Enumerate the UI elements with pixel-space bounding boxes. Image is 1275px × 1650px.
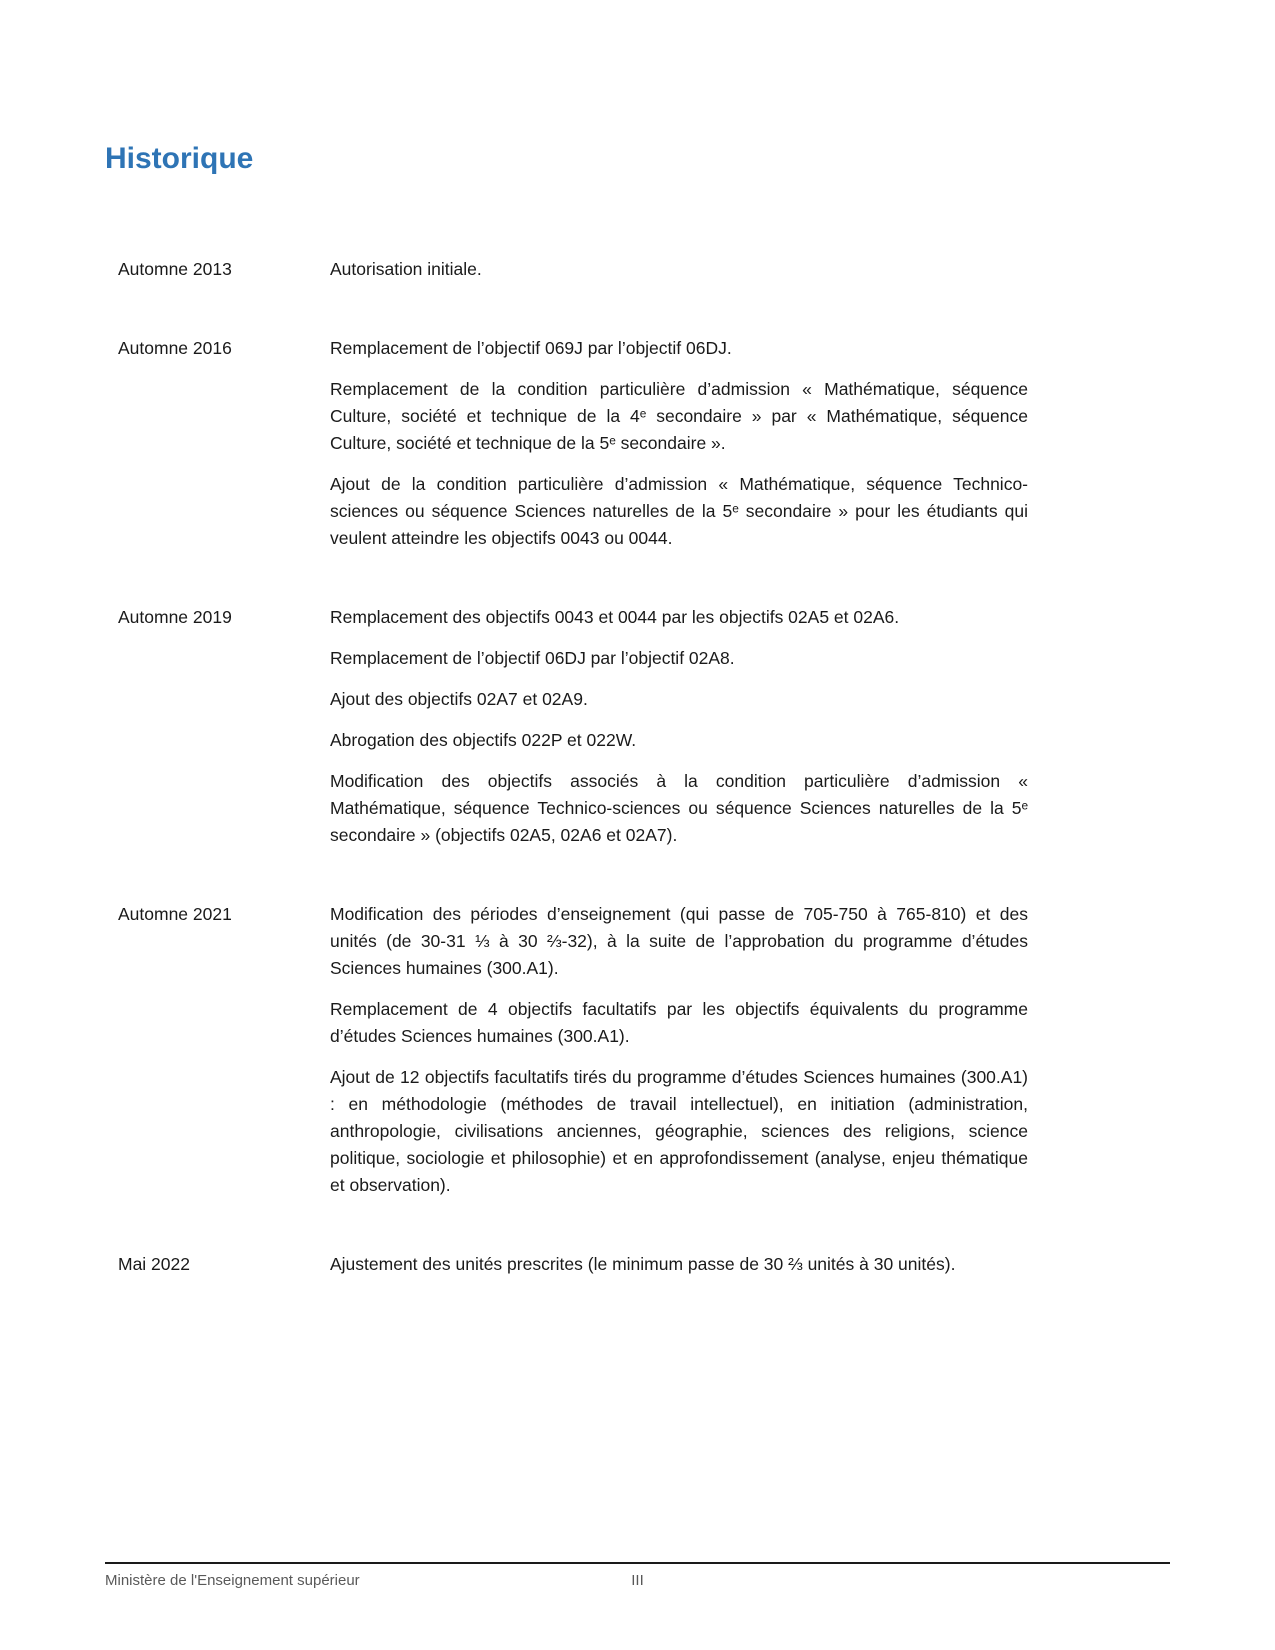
footer-page-number: III xyxy=(631,1572,644,1589)
entry-date: Mai 2022 xyxy=(118,1254,190,1274)
history-entry xyxy=(118,335,1028,552)
entry-date: Automne 2019 xyxy=(118,607,232,627)
footer-row xyxy=(105,1571,1170,1591)
entry-paragraph: Remplacement des objectifs 0043 et 0044 par les objectifs 02A5 et 02A6. xyxy=(330,607,900,627)
entry-paragraph: Ajout de 12 objectifs facultatifs tirés du programme d’études Sciences humaines (300.A1) : en méthodologie (méthodes de travail intellectuel), en initiation (administration, anthropologie, civilisations anciennes, géographie, sciences des religions, science politique, sociologie et philosophie) et en approfondissement (analyse, enjeu thématique et observation). xyxy=(330,1067,1028,1195)
page-title: Historique xyxy=(105,142,254,175)
footer-divider xyxy=(105,1562,1170,1564)
entry-paragraph: Remplacement de la condition particulière d’admission « Mathématique, séquence Culture, société et technique de la 4ᵉ secondaire » par « Mathématique, séquence Culture, société et technique de la 5ᵉ secondaire ». xyxy=(330,379,1028,453)
history-entry xyxy=(118,604,1028,849)
entry-body xyxy=(330,256,1028,283)
history-entry xyxy=(118,1251,1028,1278)
entry-date: Automne 2021 xyxy=(118,904,232,924)
entry-paragraph: Abrogation des objectifs 022P et 022W. xyxy=(330,730,637,750)
entry-body xyxy=(330,901,1028,1199)
entry-body xyxy=(330,1251,1028,1278)
history-entries xyxy=(118,256,1028,1330)
entry-paragraph: Ajout des objectifs 02A7 et 02A9. xyxy=(330,689,588,709)
entry-paragraph: Remplacement de l’objectif 06DJ par l’objectif 02A8. xyxy=(330,648,735,668)
entry-paragraph: Modification des périodes d’enseignement (qui passe de 705-750 à 765-810) et des unités (de 30-31 ⅓ à 30 ⅔-32), à la suite de l’approbation du programme d’études Sciences humaines (300.A1). xyxy=(330,904,1028,978)
entry-paragraph: Ajout de la condition particulière d’admission « Mathématique, séquence Technico-sciences ou séquence Sciences naturelles de la 5ᵉ secondaire » pour les étudiants qui veulent atteindre les objectifs 0043 ou 0044. xyxy=(330,474,1028,548)
entry-body xyxy=(330,335,1028,552)
entry-paragraph: Modification des objectifs associés à la condition particulière d’admission « Mathématique, séquence Technico-sciences ou séquence Sciences naturelles de la 5ᵉ secondaire » (objectifs 02A5, 02A6 et 02A7). xyxy=(330,771,1028,845)
entry-paragraph: Remplacement de l’objectif 069J par l’objectif 06DJ. xyxy=(330,338,732,358)
entry-date: Automne 2016 xyxy=(118,338,232,358)
entry-paragraph: Ajustement des unités prescrites (le minimum passe de 30 ⅔ unités à 30 unités). xyxy=(330,1254,956,1274)
history-entry xyxy=(118,256,1028,283)
history-entry xyxy=(118,901,1028,1199)
entry-paragraph: Remplacement de 4 objectifs facultatifs par les objectifs équivalents du programme d’études Sciences humaines (300.A1). xyxy=(330,999,1028,1046)
footer-ministry-label: Ministère de l'Enseignement supérieur xyxy=(105,1572,360,1589)
entry-body xyxy=(330,604,1028,849)
entry-date: Automne 2013 xyxy=(118,259,232,279)
page-footer xyxy=(105,1562,1170,1591)
entry-paragraph: Autorisation initiale. xyxy=(330,259,482,279)
